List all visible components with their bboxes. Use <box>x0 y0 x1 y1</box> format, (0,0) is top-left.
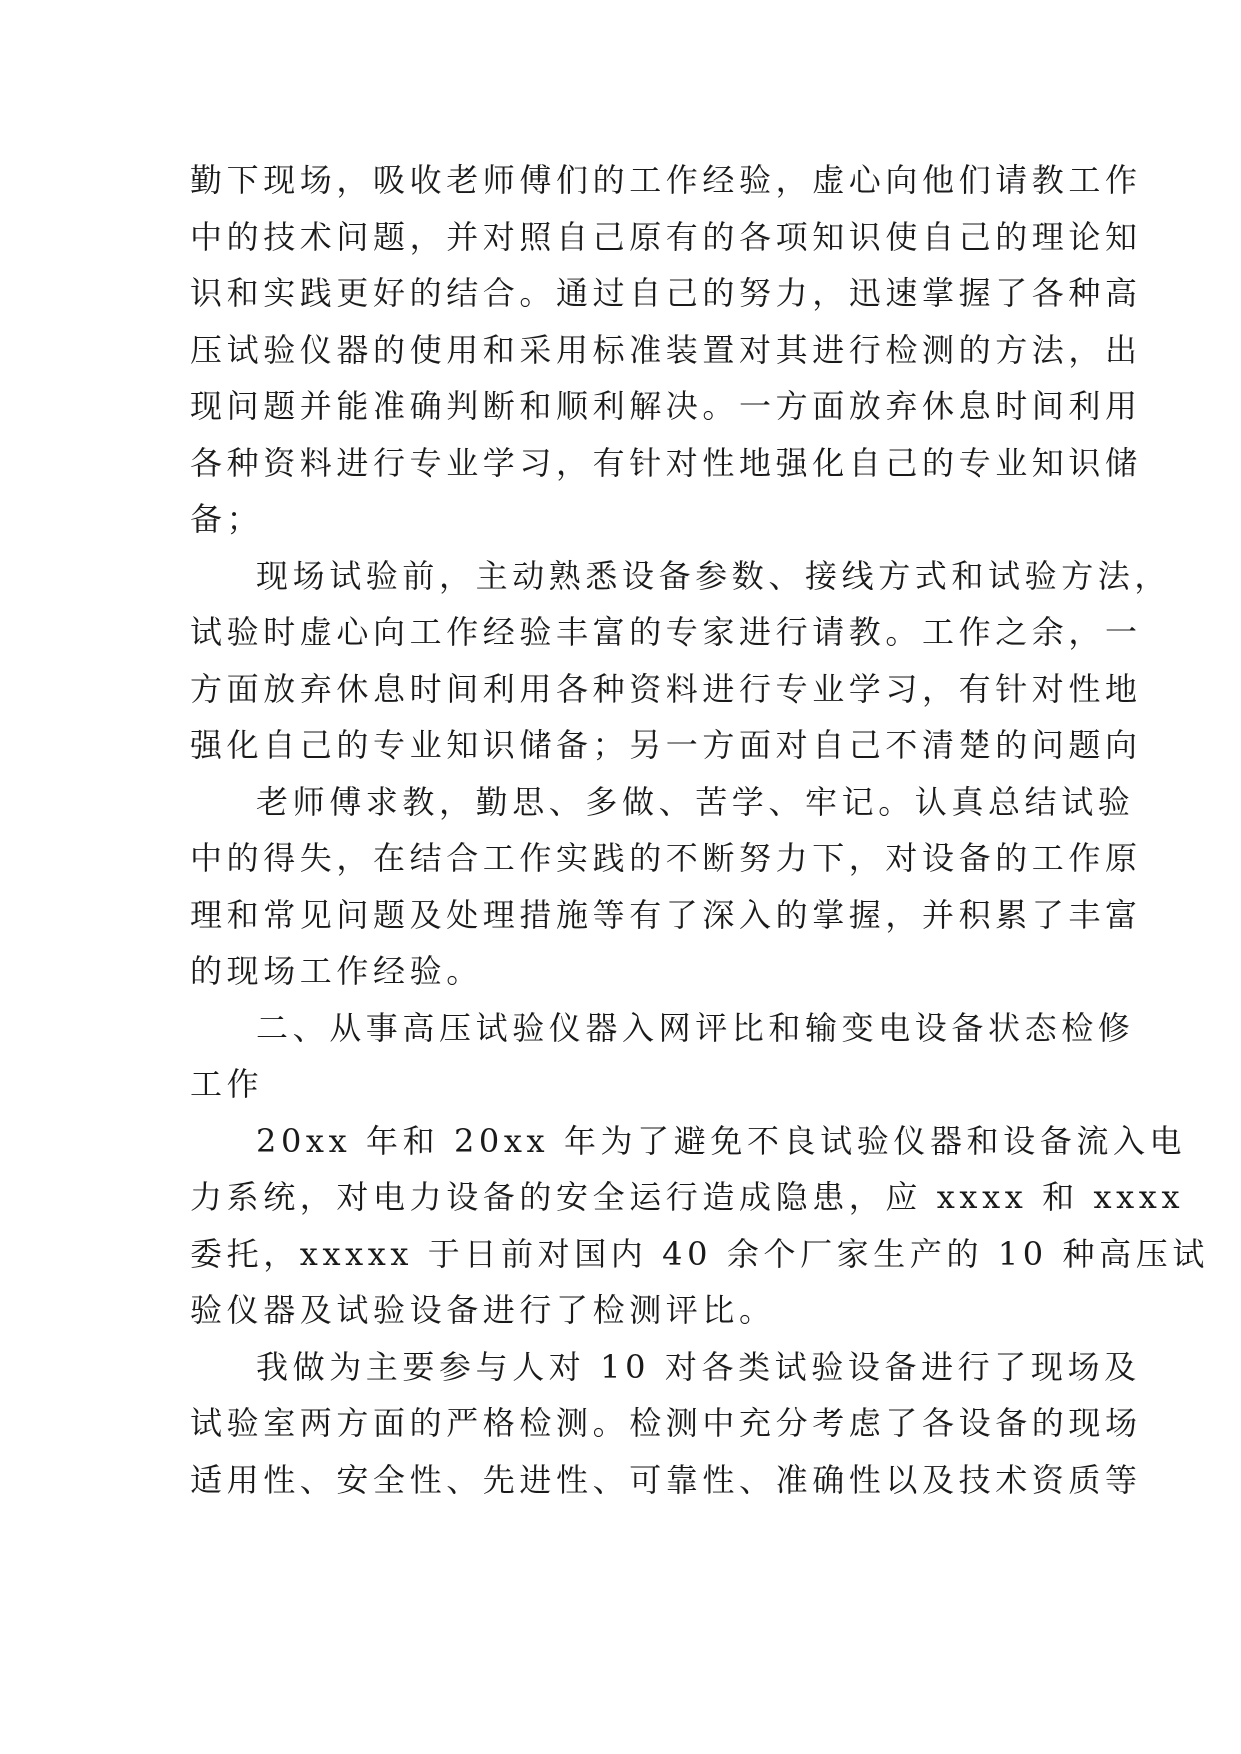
text-line: 的现场工作经验。 <box>190 952 483 990</box>
text-line: 压试验仪器的使用和采用标准装置对其进行检测的方法，出 <box>190 330 1142 369</box>
text-line: 力系统，对电力设备的安全运行造成隐患，应 xxxx 和 xxxx <box>190 1178 1185 1216</box>
document-body <box>190 152 1209 1508</box>
text-line: 各种资料进行专业学习，有针对性地强化自己的专业知识储 <box>190 443 1142 482</box>
text-line: 方面放弃休息时间利用各种资料进行专业学习，有针对性地 <box>190 669 1142 708</box>
text-line: 识和实践更好的结合。通过自己的努力，迅速掌握了各种高 <box>190 274 1142 312</box>
section-heading: 二、从事高压试验仪器入网评比和输变电设备状态检修 <box>256 1008 1135 1047</box>
text-line: 现问题并能准确判断和顺利解决。一方面放弃休息时间利用 <box>190 387 1142 425</box>
text-line: 强化自己的专业知识储备；另一方面对自己不清楚的问题向 <box>190 726 1142 764</box>
section-heading-continued: 工作 <box>190 1065 264 1103</box>
text-line: 试验时虚心向工作经验丰富的专家进行请教。工作之余，一 <box>190 613 1142 651</box>
text-line: 20xx 年和 20xx 年为了避免不良试验仪器和设备流入电 <box>256 1121 1187 1160</box>
text-line: 现场试验前，主动熟悉设备参数、接线方式和试验方法， <box>256 556 1172 595</box>
text-line: 中的得失，在结合工作实践的不断努力下，对设备的工作原 <box>190 839 1142 877</box>
text-line: 理和常见问题及处理措施等有了深入的掌握，并积累了丰富 <box>190 895 1142 934</box>
text-line: 委托，xxxxx 于日前对国内 40 余个厂家生产的 10 种高压试 <box>190 1234 1209 1273</box>
text-line: 老师傅求教，勤思、多做、苦学、牢记。认真总结试验 <box>256 782 1135 821</box>
text-line: 中的技术问题，并对照自己原有的各项知识使自己的理论知 <box>190 217 1142 256</box>
text-line: 备； <box>190 500 264 538</box>
text-line: 我做为主要参与人对 10 对各类试验设备进行了现场及 <box>256 1347 1141 1386</box>
text-line: 适用性、安全性、先进性、可靠性、准确性以及技术资质等 <box>190 1460 1142 1499</box>
text-line: 验仪器及试验设备进行了检测评比。 <box>190 1291 776 1329</box>
text-line: 试验室两方面的严格检测。检测中充分考虑了各设备的现场 <box>190 1404 1142 1442</box>
text-line: 勤下现场，吸收老师傅们的工作经验，虚心向他们请教工作 <box>190 161 1142 199</box>
